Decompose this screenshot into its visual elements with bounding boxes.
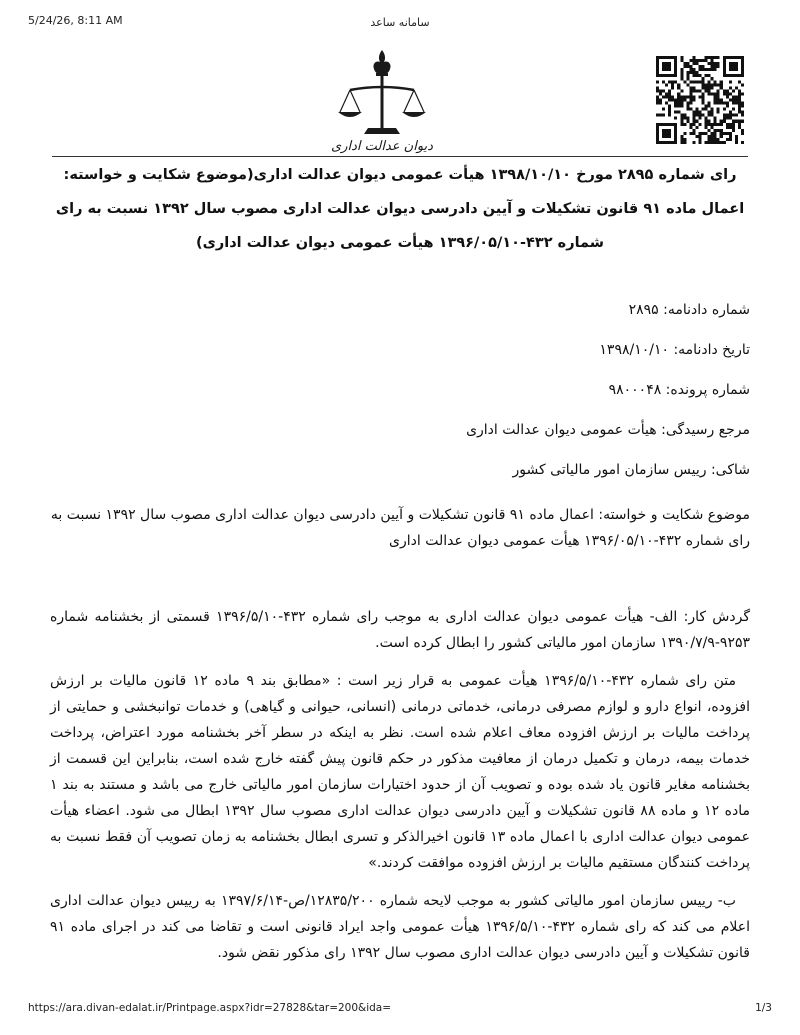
print-datetime: 5/24/26, 8:11 AM: [28, 14, 123, 27]
ruling-number: شماره دادنامه: ۲۸۹۵: [628, 302, 750, 318]
plaintiff: شاکی: رییس سازمان امور مالیاتی کشور: [512, 462, 750, 478]
logo-caption: دیوان عدالت اداری: [331, 139, 433, 154]
page-url: https://ara.divan-edalat.ir/Printpage.aspx?idr=27828&tar=200&ida=: [28, 1002, 392, 1014]
page-number: 1/3: [755, 1002, 772, 1014]
paragraph-ruling-text: متن رای شماره ۴۳۲-۱۳۹۶/۵/۱۰ هیأت عمومی به قرار زیر است : «مطابق بند ۹ ماده ۱۲ قانون مالیات بر ارزش افزوده، انواع دارو و لوازم مصرفی درمانی، خدماتی درمانی (انسانی، حیوانی و گیاهی) و خدمات توانبخشی و حمایتی از پرداخت مالیات بر ارزش افزوده معاف اعلام شده است. نظر به اینکه در سطر آخر بخشنامه مورد اعتراض، پرداخت خدمات بیمه، درمان و تکمیل درمان از معافیت مذکور در حکم قانون پیش گفته خارج شده است، بنابراین این قسمت از بخشنامه مغایر قانون یاد شده بوده و تصویب آن از حدود اختیارات سازمان امور مالیاتی خارج می باشد و مستند به بند ۱ ماده ۱۲ و ماده ۸۸ قانون تشکیلات و آیین دادرسی دیوان عدالت اداری مصوب سال ۱۳۹۲ ابطال می شود. اعضاء هیأت عمومی دیوان عدالت اداری با اعمال ماده ۱۳ قانون اخیرالذکر و تسری ابطال بخشنامه به زمان تصویب آن فقط نسبت به پرداخت کنندگان مستقیم مالیات بر ارزش افزوده موافقت کردند.»: [50, 673, 751, 871]
scales-of-justice-icon: [326, 46, 438, 156]
document-body: [50, 158, 750, 966]
reviewing-authority: مرجع رسیدگی: هیأت عمومی دیوان عدالت اداری: [466, 422, 750, 438]
document-meta: [50, 300, 750, 500]
paragraph-workflow: گردش کار: الف- هیأت عمومی دیوان عدالت اداری به موجب رای شماره ۴۳۲-۱۳۹۶/۵/۱۰ قسمتی از بخشنامه شماره ۹۲۵۳-۱۳۹۰/۷/۹ سازمان امور مالیاتی کشور را ابطال کرده است.: [50, 609, 750, 651]
complaint-subject: موضوع شکایت و خواسته: اعمال ماده ۹۱ قانون تشکیلات و آیین دادرسی دیوان عدالت اداری مصوب سال ۱۳۹۲ نسبت به رای شماره ۴۳۲-۱۳۹۶/۰۵/۱۰ هیأت عمومی دیوان عدالت اداری: [50, 507, 750, 549]
print-page-title: سامانه ساعد: [370, 16, 430, 29]
court-logo: [326, 46, 438, 156]
case-number: شماره پرونده: ۹۸۰۰۰۴۸: [608, 382, 750, 398]
ruling-date: تاریخ دادنامه: ۱۳۹۸/۱۰/۱۰: [599, 342, 750, 358]
paragraph-request: ب- رییس سازمان امور مالیاتی کشور به موجب لایحه شماره ۱۲۸۳۵/۲۰۰/ص-۱۳۹۷/۶/۱۴ به رییس دیوان عدالت اداری اعلام می کند که رای شماره ۴۳۲-۱۳۹۶/۵/۱۰ هیأت عمومی واجد ایراد قانونی است و تقاضا می کند در اجرای ماده ۹۱ قانون تشکیلات و آیین دادرسی دیوان عدالت اداری مصوب سال ۱۳۹۲ رای مذکور نقض شود.: [50, 893, 750, 961]
document-title: رای شماره ۲۸۹۵ مورخ ۱۳۹۸/۱۰/۱۰ هیأت عمومی دیوان عدالت اداری(موضوع شکایت و خواسته: اعمال ماده ۹۱ قانون تشکیلات و آیین دادرسی دیوان عدالت اداری مصوب سال ۱۳۹۲ نسبت به رای شماره ۴۳۲-۱۳۹۶/۰۵/۱۰ هیأت عمومی دیوان عدالت اداری): [55, 167, 745, 251]
print-header: [28, 14, 772, 30]
qr-code-icon: [656, 56, 744, 144]
header-divider: [52, 156, 748, 157]
